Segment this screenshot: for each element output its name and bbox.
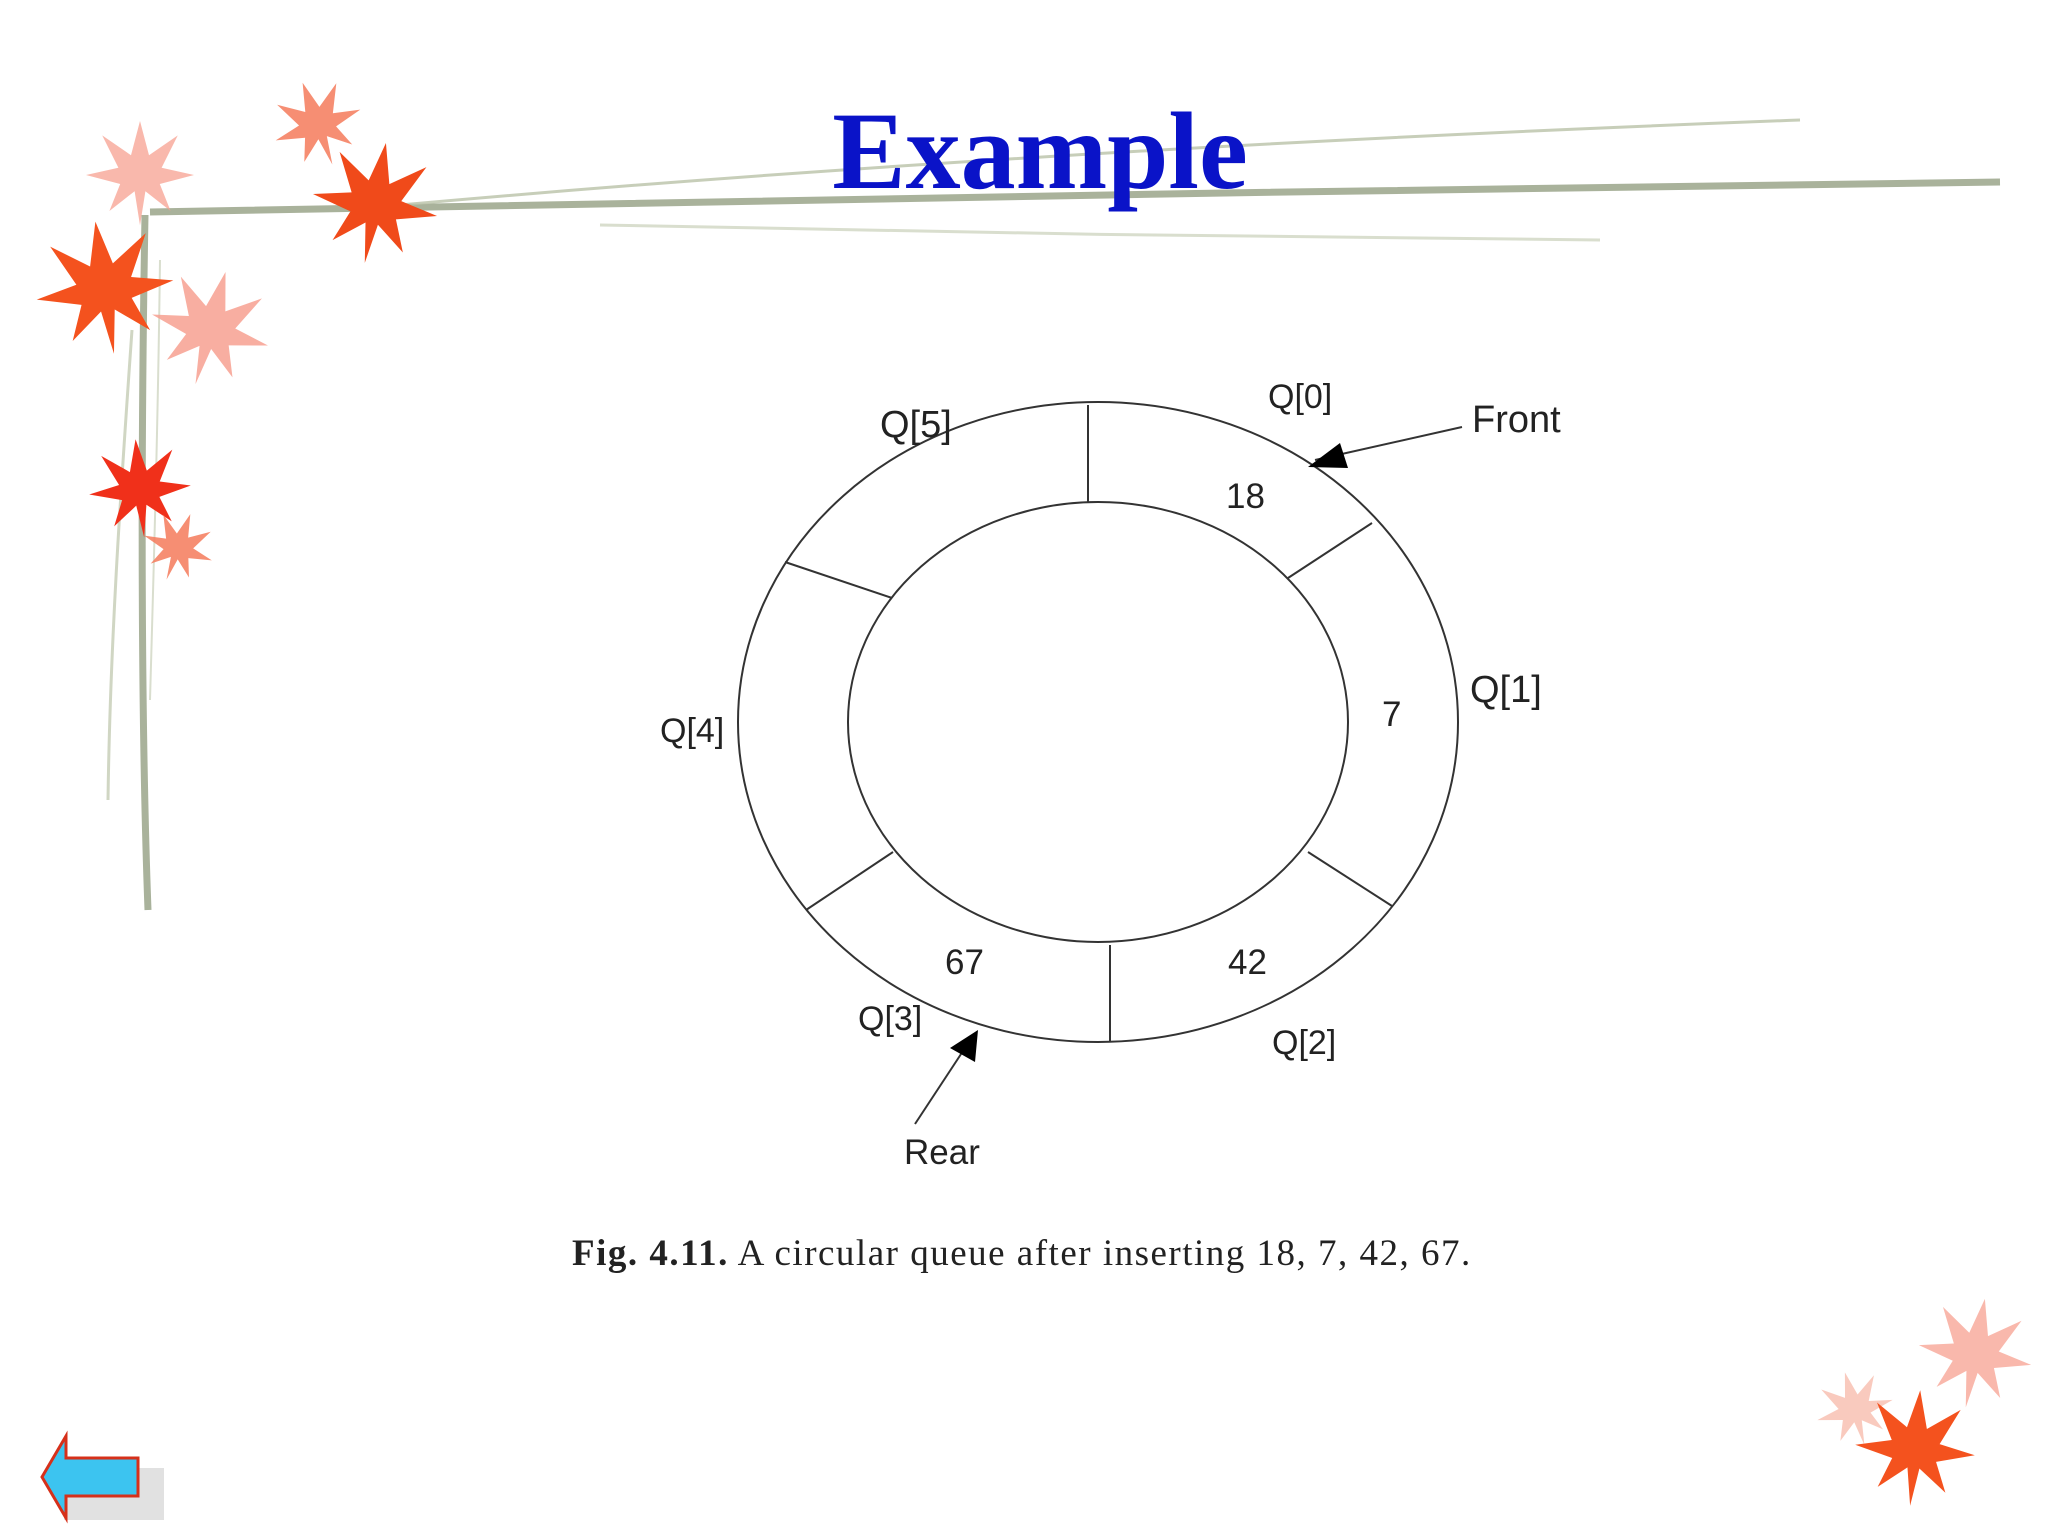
slot-value-q1: 7: [1382, 695, 1402, 734]
slot-label-q3: Q[3]: [858, 1000, 923, 1038]
queue-outer-ring: [738, 402, 1458, 1042]
rear-pointer-arrow: [915, 1048, 965, 1124]
figure-caption: [572, 1232, 1472, 1275]
slot-divider: [1308, 852, 1392, 906]
rear-label: Rear: [904, 1133, 980, 1172]
slot-divider: [1288, 523, 1372, 578]
slot-label-q1: Q[1]: [1470, 669, 1542, 711]
left-arrow-icon: [36, 1420, 166, 1530]
rear-arrowhead-icon: [950, 1030, 978, 1062]
back-button[interactable]: [36, 1420, 166, 1530]
queue-inner-ring: [848, 502, 1348, 942]
slot-label-q5: Q[5]: [880, 404, 952, 446]
slide-title: Example: [832, 90, 1248, 212]
slot-divider: [806, 852, 893, 910]
figure-caption-label: Fig. 4.11.: [572, 1233, 729, 1274]
figure-caption-text: A circular queue after inserting 18, 7, 42, 67.: [737, 1233, 1472, 1274]
front-label: Front: [1472, 399, 1561, 441]
slot-value-q2: 42: [1228, 943, 1267, 982]
slot-value-q0: 18: [1226, 477, 1265, 516]
slot-label-q0: Q[0]: [1268, 378, 1333, 416]
slot-label-q4: Q[4]: [660, 712, 725, 750]
slot-value-q3: 67: [945, 943, 984, 982]
front-arrowhead-icon: [1308, 443, 1348, 468]
slot-label-q2: Q[2]: [1272, 1024, 1337, 1062]
slot-divider: [785, 562, 892, 598]
